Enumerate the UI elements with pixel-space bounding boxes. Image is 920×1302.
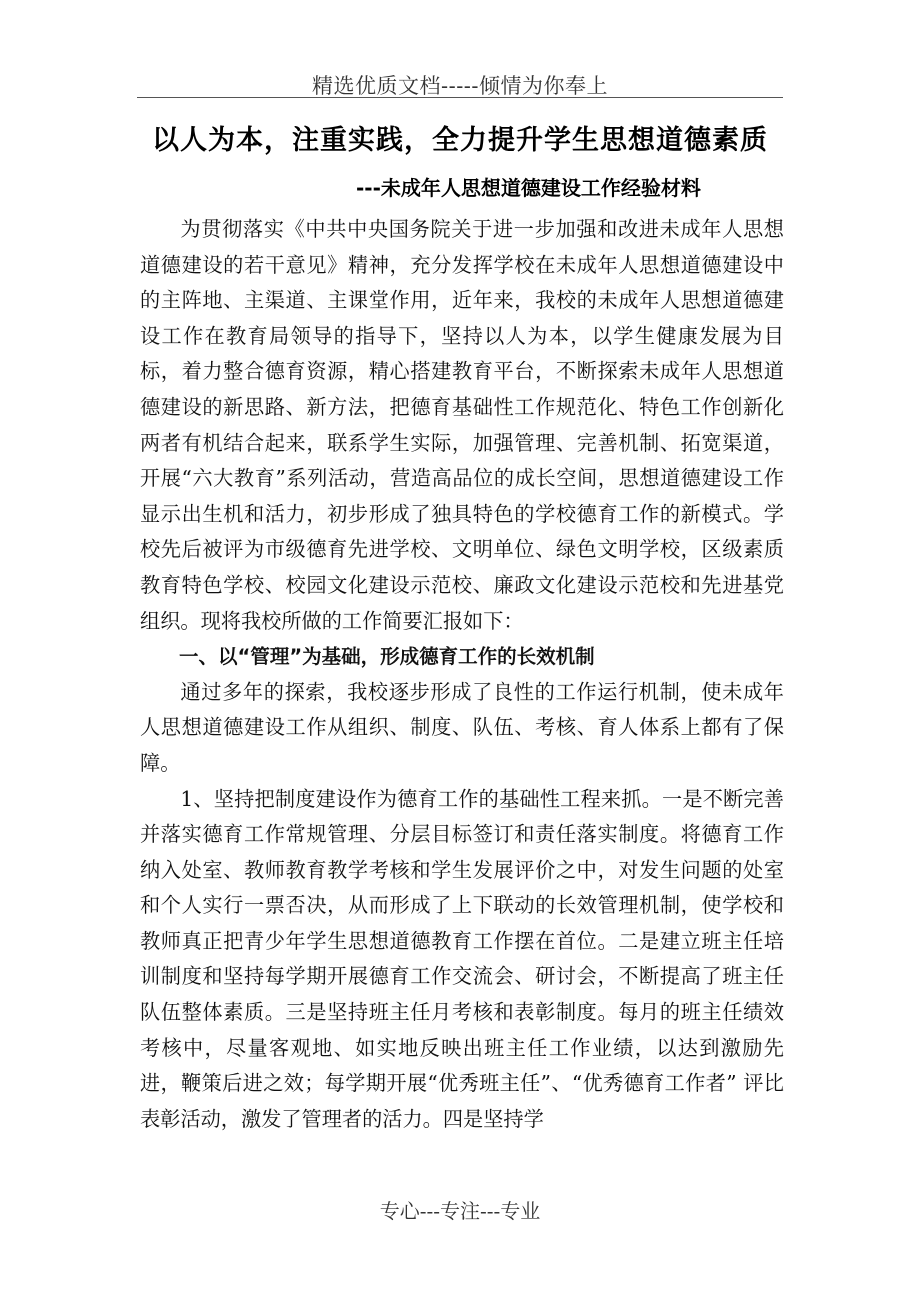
section-heading: 一、以“管理”为基础，形成德育工作的长效机制 — [179, 645, 595, 669]
page-header: 精选优质文档-----倾情为你奉上 — [312, 74, 608, 98]
body-paragraph-system: 1、坚持把制度建设作为德育工作的基础性工程来抓。一是不断完善并落实德育工作常规管理、分层目标签订和责任落实制度。将德育工作纳入处室、教师教育教学考核和学生发展评价之中，对发生问题的处室和个人实行一票否决，从而形成了上下联动的长效管理机制，使学校和教师真正把青少年学生思想道德教育工作摆在首位。二是建立班主任培训制度和坚持每学期开展德育工作交流会、研讨会，不断提高了班主任队伍整体素质。三是坚持班主任月考核和表彰制度。每月的班主任绩效考核中，尽量客观地、如实地反映出班主任工作业绩，以达到激励先进，鞭策后进之效；每学期开展“优秀班主任”、“优秀德育工作者” 评比表彰活动，激发了管理者的活力。四是坚持学 — [140, 786, 784, 1131]
document-title: 以人为本，注重实践，全力提升学生思想道德素质 — [152, 125, 768, 156]
page-footer: 专心---专注---专业 — [379, 1199, 541, 1223]
document-body — [140, 212, 784, 1137]
document-subtitle: ---未成年人思想道德建设工作经验材料 — [356, 176, 701, 200]
body-paragraph-intro: 为贯彻落实《中共中央国务院关于进一步加强和改进未成年人思想道德建设的若干意见》精神，充分发挥学校在未成年人思想道德建设中的主阵地、主渠道、主课堂作用，近年来，我校的未成年人思想道德建设工作在教育局领导的指导下，坚持以人为本，以学生健康发展为目标，着力整合德育资源，精心搭建教育平台，不断探索未成年人思想道德建设的新思路、新方法，把德育基础性工作规范化、特色工作创新化两者有机结合起来，联系学生实际，加强管理、完善机制、拓宽渠道，开展“六大教育”系列活动，营造高品位的成长空间，思想道德建设工作显示出生机和活力，初步形成了独具特色的学校德育工作的新模式。学校先后被评为市级德育先进学校、文明单位、绿色文明学校，区级素质教育特色学校、校园文化建设示范校、廉政文化建设示范校和先进基党组织。现将我校所做的工作简要汇报如下： — [140, 217, 784, 633]
body-paragraph-mechanism: 通过多年的探索，我校逐步形成了良性的工作运行机制，使未成年人思想道德建设工作从组织、制度、队伍、考核、育人体系上都有了保障。 — [140, 679, 784, 775]
header-divider — [137, 97, 783, 98]
